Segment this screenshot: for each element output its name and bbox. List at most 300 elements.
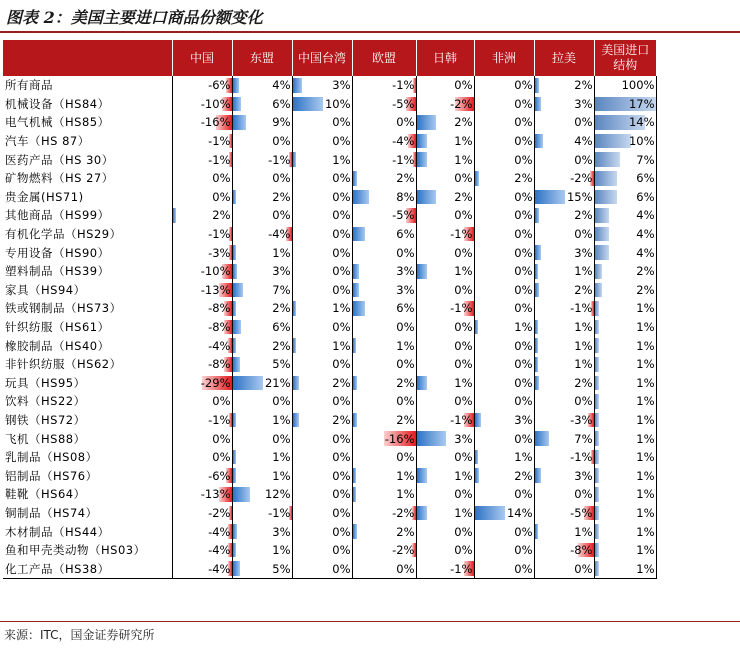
value-cell xyxy=(292,150,352,169)
value-text: 3% xyxy=(514,412,533,427)
value-text: 0% xyxy=(332,264,351,279)
value-text: 0% xyxy=(574,561,593,576)
value-cell xyxy=(172,318,232,337)
positive-data-bar xyxy=(173,208,176,223)
value-cell xyxy=(474,281,534,300)
row-label: 化工产品（HS38） xyxy=(3,559,172,578)
value-cell xyxy=(474,132,534,151)
value-text: -1% xyxy=(208,134,231,149)
positive-data-bar xyxy=(353,524,357,539)
value-text: 0% xyxy=(514,96,533,111)
value-cell xyxy=(594,76,656,95)
positive-data-bar xyxy=(595,450,599,465)
value-cell xyxy=(534,522,594,541)
value-cell xyxy=(172,504,232,523)
value-cell xyxy=(172,559,232,578)
row-label: 橡胶制品（HS40） xyxy=(3,336,172,355)
value-cell xyxy=(416,281,474,300)
value-cell xyxy=(534,466,594,485)
value-text: -6% xyxy=(208,468,231,483)
value-cell xyxy=(232,355,292,374)
value-cell xyxy=(292,206,352,225)
row-label: 专用设备（HS90） xyxy=(3,243,172,262)
value-text: -3% xyxy=(208,245,231,260)
value-text: 7% xyxy=(574,431,593,446)
value-text: -2% xyxy=(392,543,415,558)
positive-data-bar xyxy=(293,97,323,112)
row-label: 所有商品 xyxy=(3,76,172,95)
value-text: 3% xyxy=(574,96,593,111)
positive-data-bar xyxy=(595,190,617,205)
value-text: -10% xyxy=(200,96,231,111)
value-text: 0% xyxy=(514,115,533,130)
value-cell xyxy=(474,448,534,467)
table-row xyxy=(3,336,656,355)
table-body xyxy=(3,76,656,579)
value-text: 0% xyxy=(514,264,533,279)
value-cell xyxy=(534,243,594,262)
value-text: 1% xyxy=(636,487,655,502)
value-cell xyxy=(292,374,352,393)
value-text: -4% xyxy=(208,543,231,558)
positive-data-bar xyxy=(233,543,236,558)
positive-data-bar xyxy=(233,357,240,372)
value-cell xyxy=(416,466,474,485)
value-cell xyxy=(292,299,352,318)
positive-data-bar xyxy=(595,413,599,428)
positive-data-bar xyxy=(233,301,236,316)
value-cell xyxy=(172,188,232,207)
value-cell xyxy=(352,188,416,207)
value-text: 4% xyxy=(636,245,655,260)
header-cell-asean: 东盟 xyxy=(232,40,292,76)
value-cell xyxy=(534,336,594,355)
value-text: 0% xyxy=(332,357,351,372)
value-cell xyxy=(416,243,474,262)
value-text: 0% xyxy=(212,450,231,465)
table-row xyxy=(3,522,656,541)
value-cell xyxy=(232,132,292,151)
positive-data-bar xyxy=(595,561,599,576)
value-cell xyxy=(172,76,232,95)
value-text: 2% xyxy=(636,264,655,279)
value-cell xyxy=(352,448,416,467)
positive-data-bar xyxy=(233,115,246,130)
value-cell xyxy=(232,225,292,244)
positive-data-bar xyxy=(233,245,236,260)
header-cell-taiwan: 中国台湾 xyxy=(292,40,352,76)
value-text: 2% xyxy=(574,208,593,223)
value-text: 0% xyxy=(514,338,533,353)
table-row xyxy=(3,76,656,95)
value-cell xyxy=(232,448,292,467)
value-text: 1% xyxy=(636,375,655,390)
value-cell xyxy=(172,466,232,485)
value-text: 0% xyxy=(332,487,351,502)
value-cell xyxy=(232,392,292,411)
positive-data-bar xyxy=(475,413,481,428)
value-cell xyxy=(474,318,534,337)
value-cell xyxy=(232,150,292,169)
positive-data-bar xyxy=(417,134,427,149)
value-cell xyxy=(292,169,352,188)
value-text: 0% xyxy=(514,227,533,242)
header-row xyxy=(3,40,656,76)
value-cell xyxy=(474,299,534,318)
table-row xyxy=(3,429,656,448)
value-cell xyxy=(416,429,474,448)
value-text: 2% xyxy=(396,412,415,427)
positive-data-bar xyxy=(535,190,565,205)
value-text: 2% xyxy=(574,282,593,297)
value-cell xyxy=(292,504,352,523)
value-cell xyxy=(292,429,352,448)
value-text: 0% xyxy=(396,561,415,576)
value-text: 1% xyxy=(514,450,533,465)
value-cell xyxy=(534,559,594,578)
value-text: -16% xyxy=(384,431,415,446)
positive-data-bar xyxy=(353,264,359,279)
header-cell-name xyxy=(3,40,172,76)
value-cell xyxy=(352,225,416,244)
value-text: 100% xyxy=(621,78,655,93)
value-text: 1% xyxy=(636,543,655,558)
value-text: 0% xyxy=(514,487,533,502)
value-cell xyxy=(474,541,534,560)
value-text: -4% xyxy=(268,227,291,242)
value-cell xyxy=(172,150,232,169)
positive-data-bar xyxy=(595,357,599,372)
positive-data-bar xyxy=(417,431,446,446)
value-cell xyxy=(594,541,656,560)
value-cell xyxy=(474,262,534,281)
positive-data-bar xyxy=(353,468,356,483)
value-cell xyxy=(474,485,534,504)
value-cell xyxy=(594,466,656,485)
positive-data-bar xyxy=(535,468,541,483)
value-cell xyxy=(416,448,474,467)
value-cell xyxy=(292,411,352,430)
value-cell xyxy=(172,374,232,393)
value-cell xyxy=(172,336,232,355)
positive-data-bar xyxy=(233,413,236,428)
value-cell xyxy=(172,411,232,430)
value-cell xyxy=(352,113,416,132)
value-cell xyxy=(474,522,534,541)
value-text: -8% xyxy=(570,543,593,558)
value-text: 1% xyxy=(636,468,655,483)
positive-data-bar xyxy=(353,283,359,298)
positive-data-bar xyxy=(353,376,357,391)
value-cell xyxy=(172,485,232,504)
value-cell xyxy=(172,429,232,448)
value-cell xyxy=(232,541,292,560)
value-text: 1% xyxy=(636,505,655,520)
value-text: 7% xyxy=(636,152,655,167)
row-label: 铜制品（HS74） xyxy=(3,504,172,523)
value-cell xyxy=(594,429,656,448)
value-cell xyxy=(594,113,656,132)
positive-data-bar xyxy=(233,264,237,279)
table-row xyxy=(3,318,656,337)
value-text: 0% xyxy=(454,394,473,409)
value-cell xyxy=(352,411,416,430)
row-label: 木材制品（HS44） xyxy=(3,522,172,541)
value-text: 0% xyxy=(514,245,533,260)
value-text: 2% xyxy=(396,375,415,390)
value-cell xyxy=(172,225,232,244)
value-cell xyxy=(352,150,416,169)
value-text: 2% xyxy=(454,115,473,130)
value-cell xyxy=(534,299,594,318)
value-text: 3% xyxy=(574,245,593,260)
row-label: 铁或钢制品（HS73） xyxy=(3,299,172,318)
value-text: 4% xyxy=(574,134,593,149)
value-text: 3% xyxy=(574,468,593,483)
value-cell xyxy=(292,76,352,95)
value-cell xyxy=(232,504,292,523)
value-text: 2% xyxy=(332,375,351,390)
row-label: 其他商品（HS99） xyxy=(3,206,172,225)
positive-data-bar xyxy=(535,283,539,298)
positive-data-bar xyxy=(595,227,609,242)
value-text: 0% xyxy=(332,468,351,483)
value-cell xyxy=(292,113,352,132)
positive-data-bar xyxy=(233,320,241,335)
value-cell xyxy=(534,225,594,244)
value-cell xyxy=(416,374,474,393)
value-cell xyxy=(352,522,416,541)
value-text: 1% xyxy=(332,301,351,316)
value-cell xyxy=(534,76,594,95)
value-text: 0% xyxy=(514,152,533,167)
value-text: 17% xyxy=(628,96,655,111)
value-text: 0% xyxy=(332,171,351,186)
value-text: -1% xyxy=(268,505,291,520)
value-cell xyxy=(172,299,232,318)
value-text: -5% xyxy=(570,505,593,520)
table-row xyxy=(3,559,656,578)
value-text: 0% xyxy=(332,431,351,446)
value-text: 0% xyxy=(396,450,415,465)
value-cell xyxy=(594,188,656,207)
value-cell xyxy=(534,262,594,281)
value-cell xyxy=(474,76,534,95)
positive-data-bar xyxy=(233,190,236,205)
value-cell xyxy=(416,522,474,541)
value-text: 1% xyxy=(636,412,655,427)
value-text: 0% xyxy=(332,134,351,149)
row-label: 乳制品（HS08） xyxy=(3,448,172,467)
value-cell xyxy=(352,95,416,114)
value-text: 0% xyxy=(454,357,473,372)
value-text: 2% xyxy=(272,189,291,204)
value-text: 0% xyxy=(574,115,593,130)
value-text: -5% xyxy=(392,208,415,223)
table-row xyxy=(3,448,656,467)
row-label: 机械设备（HS84） xyxy=(3,95,172,114)
positive-data-bar xyxy=(535,134,543,149)
value-text: 0% xyxy=(332,524,351,539)
value-text: -1% xyxy=(450,301,473,316)
header-cell-eu: 欧盟 xyxy=(352,40,416,76)
value-text: 0% xyxy=(454,78,473,93)
value-cell xyxy=(292,225,352,244)
value-cell xyxy=(352,374,416,393)
value-text: 2% xyxy=(514,468,533,483)
value-cell xyxy=(474,243,534,262)
value-cell xyxy=(534,206,594,225)
value-text: 0% xyxy=(332,394,351,409)
value-cell xyxy=(352,318,416,337)
value-text: -2% xyxy=(208,505,231,520)
value-cell xyxy=(292,541,352,560)
table-row xyxy=(3,95,656,114)
table-row xyxy=(3,113,656,132)
value-cell xyxy=(474,559,534,578)
value-text: 1% xyxy=(332,152,351,167)
value-text: 1% xyxy=(454,505,473,520)
table-row xyxy=(3,206,656,225)
value-cell xyxy=(416,559,474,578)
value-cell xyxy=(534,485,594,504)
positive-data-bar xyxy=(595,468,599,483)
value-text: 0% xyxy=(514,189,533,204)
table-row xyxy=(3,466,656,485)
value-cell xyxy=(594,411,656,430)
positive-data-bar xyxy=(595,134,631,149)
value-text: -1% xyxy=(268,152,291,167)
value-cell xyxy=(416,113,474,132)
value-cell xyxy=(534,132,594,151)
table-row xyxy=(3,225,656,244)
value-text: -3% xyxy=(570,412,593,427)
value-text: 0% xyxy=(396,357,415,372)
value-text: 2% xyxy=(272,338,291,353)
row-label: 电气机械（HS85） xyxy=(3,113,172,132)
value-text: 1% xyxy=(454,375,473,390)
value-text: 0% xyxy=(514,524,533,539)
positive-data-bar xyxy=(535,245,541,260)
positive-data-bar xyxy=(535,97,541,112)
positive-data-bar xyxy=(535,524,538,539)
value-text: 3% xyxy=(454,431,473,446)
value-cell xyxy=(416,411,474,430)
value-cell xyxy=(594,559,656,578)
value-cell xyxy=(172,522,232,541)
value-cell xyxy=(292,522,352,541)
value-text: 1% xyxy=(636,320,655,335)
value-cell xyxy=(416,76,474,95)
value-cell xyxy=(594,355,656,374)
positive-data-bar xyxy=(233,78,239,93)
value-text: 0% xyxy=(396,115,415,130)
value-cell xyxy=(232,374,292,393)
value-cell xyxy=(292,392,352,411)
value-cell xyxy=(474,504,534,523)
value-text: -10% xyxy=(200,264,231,279)
value-text: 0% xyxy=(396,394,415,409)
value-text: 2% xyxy=(396,524,415,539)
row-label: 针织纺服（HS61） xyxy=(3,318,172,337)
positive-data-bar xyxy=(535,431,549,446)
value-text: 1% xyxy=(454,468,473,483)
positive-data-bar xyxy=(475,450,478,465)
value-text: 1% xyxy=(272,450,291,465)
value-text: -1% xyxy=(392,152,415,167)
header-cell-us-import-structure: 美国进口结构 xyxy=(594,40,656,76)
positive-data-bar xyxy=(353,413,357,428)
table-row xyxy=(3,411,656,430)
value-text: 0% xyxy=(332,227,351,242)
value-cell xyxy=(534,392,594,411)
value-text: 0% xyxy=(212,431,231,446)
value-text: 0% xyxy=(454,320,473,335)
value-text: -1% xyxy=(450,561,473,576)
value-text: -1% xyxy=(450,227,473,242)
value-text: 0% xyxy=(574,227,593,242)
value-text: -4% xyxy=(208,338,231,353)
value-cell xyxy=(534,318,594,337)
table-row xyxy=(3,188,656,207)
positive-data-bar xyxy=(475,171,479,186)
value-text: -4% xyxy=(208,524,231,539)
value-text: 0% xyxy=(332,320,351,335)
positive-data-bar xyxy=(233,524,237,539)
value-text: 10% xyxy=(324,96,351,111)
positive-data-bar xyxy=(233,283,243,298)
source-note: 来源：ITC，国金证券研究所 xyxy=(4,628,155,642)
value-text: 0% xyxy=(332,282,351,297)
value-text: 0% xyxy=(574,394,593,409)
value-cell xyxy=(474,466,534,485)
value-text: 2% xyxy=(454,189,473,204)
value-text: 6% xyxy=(272,320,291,335)
value-text: 0% xyxy=(454,208,473,223)
value-text: 1% xyxy=(454,264,473,279)
value-cell xyxy=(534,188,594,207)
value-text: 4% xyxy=(636,208,655,223)
value-text: 2% xyxy=(212,208,231,223)
value-text: 5% xyxy=(272,561,291,576)
table-row xyxy=(3,374,656,393)
value-cell xyxy=(232,243,292,262)
value-text: 0% xyxy=(454,450,473,465)
value-text: 0% xyxy=(514,543,533,558)
value-text: -1% xyxy=(450,412,473,427)
value-text: 6% xyxy=(396,301,415,316)
value-cell xyxy=(416,206,474,225)
positive-data-bar xyxy=(595,524,599,539)
value-text: -8% xyxy=(208,301,231,316)
value-text: -4% xyxy=(208,561,231,576)
value-cell xyxy=(232,281,292,300)
value-cell xyxy=(352,132,416,151)
positive-data-bar xyxy=(233,376,263,391)
value-cell xyxy=(292,243,352,262)
value-cell xyxy=(292,355,352,374)
value-text: 0% xyxy=(396,320,415,335)
value-cell xyxy=(534,504,594,523)
value-cell xyxy=(474,411,534,430)
value-text: 0% xyxy=(332,189,351,204)
table-row xyxy=(3,132,656,151)
positive-data-bar xyxy=(535,78,539,93)
positive-data-bar xyxy=(417,376,427,391)
value-cell xyxy=(232,336,292,355)
value-cell xyxy=(172,262,232,281)
value-cell xyxy=(232,559,292,578)
